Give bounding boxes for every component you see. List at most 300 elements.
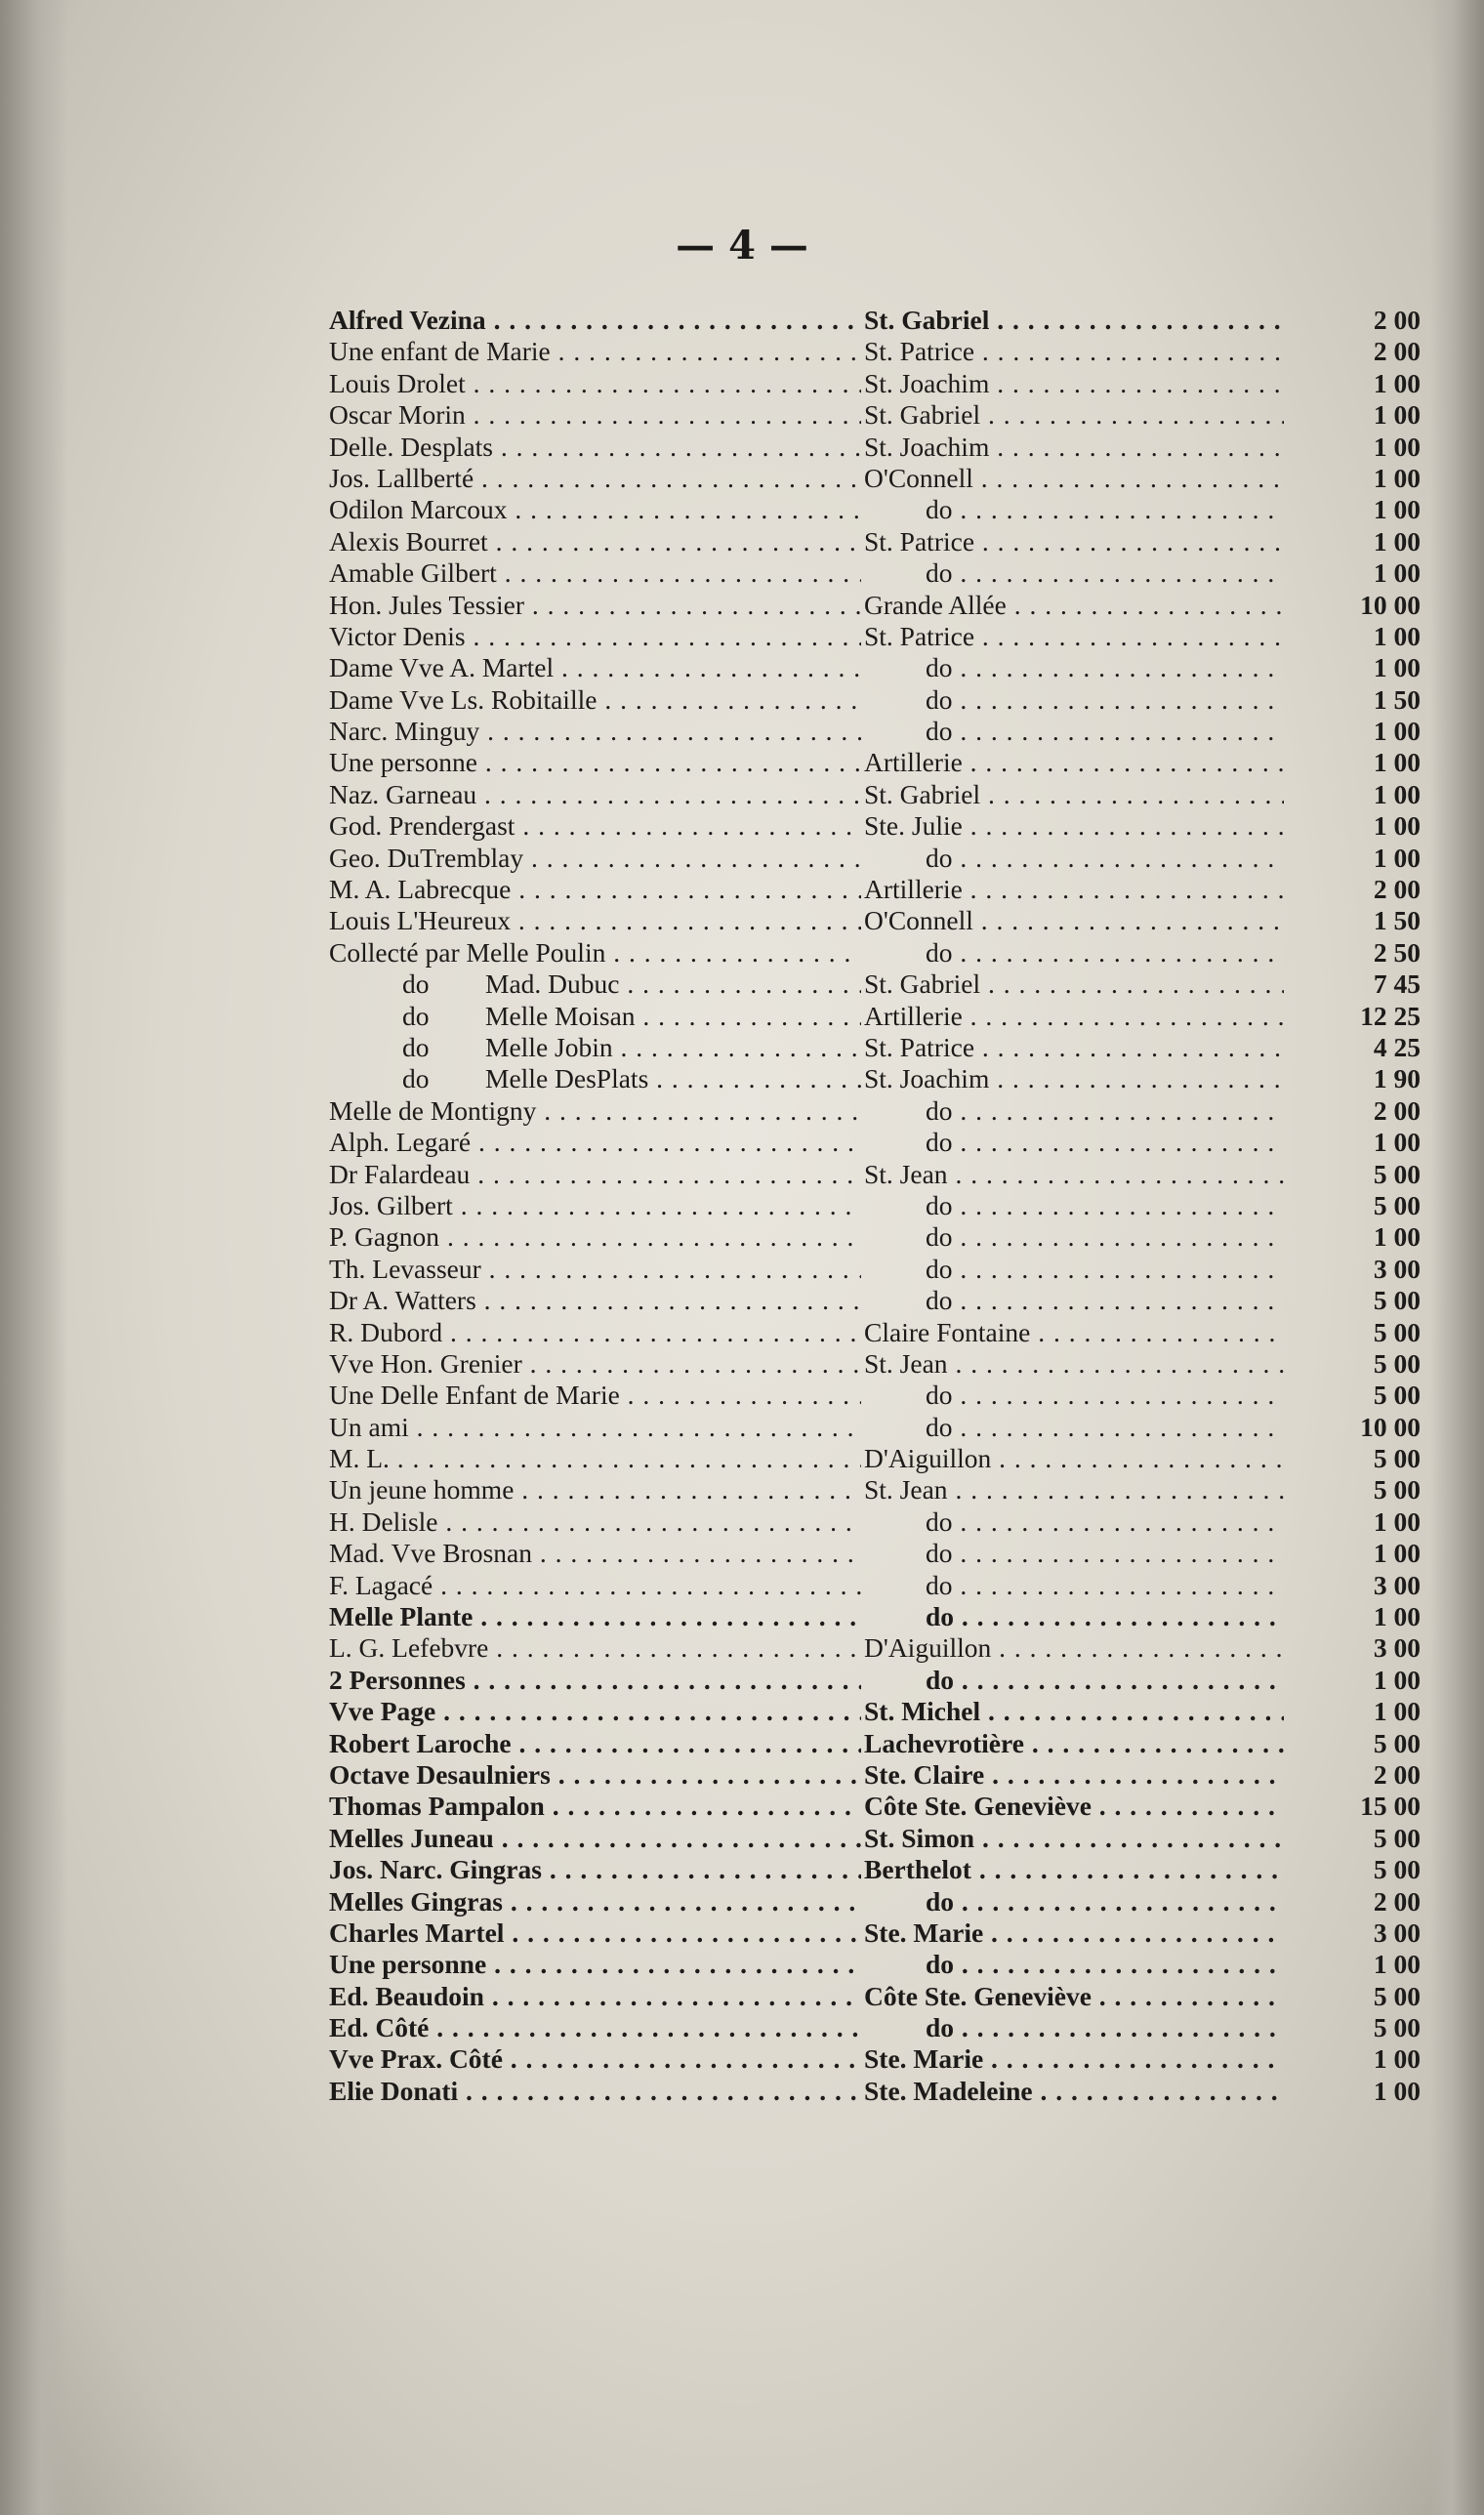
list-item: [329, 1159, 1427, 1190]
list-item: [329, 1443, 1427, 1474]
donor-name-text: Alfred Vezina: [329, 305, 486, 335]
parish-name: [864, 684, 1284, 716]
parish-name-text: St. Jean: [864, 1347, 948, 1379]
donor-name: [329, 684, 861, 716]
donor-name: [329, 1474, 861, 1505]
donation-amount: 10 00: [1360, 1411, 1421, 1442]
donation-amount: 2 00: [1373, 1885, 1421, 1917]
donation-amount: 1 00: [1373, 1221, 1421, 1253]
donor-name-text: Melle DesPlats: [485, 1063, 649, 1094]
donor-name-text: Louis L'Heureux: [329, 905, 511, 936]
parish-name: [864, 1317, 1284, 1348]
donor-name-text: Th. Levasseur: [329, 1253, 481, 1284]
donation-amount: 5 00: [1373, 1854, 1421, 1885]
donor-name: [329, 810, 861, 842]
list-item: [329, 621, 1427, 652]
parish-name: [864, 368, 1284, 399]
donation-amount: 1 00: [1373, 462, 1421, 493]
donation-amount: 3 00: [1373, 1917, 1421, 1948]
parish-name-text: St. Patrice: [864, 620, 975, 651]
list-item: [329, 1254, 1427, 1285]
donor-name-text: Alph. Legaré: [329, 1127, 472, 1158]
list-item: [329, 1348, 1427, 1380]
donation-amount: 1 00: [1373, 1601, 1421, 1632]
donation-amount: 5 00: [1373, 1158, 1421, 1189]
donor-name: [402, 1001, 861, 1032]
donor-name: [329, 1981, 861, 2012]
donation-amount: 1 00: [1373, 716, 1421, 747]
donor-name-text: Vve Page: [329, 1696, 436, 1727]
parish-name: [864, 2076, 1284, 2107]
donor-name-text: Odilon Marcoux: [329, 494, 508, 525]
list-item: [329, 1032, 1427, 1063]
donor-name-text: Mad. Vve Brosnan: [329, 1538, 533, 1569]
donor-name: [329, 368, 861, 399]
donor-name: [329, 716, 861, 747]
parish-name-text: do: [926, 936, 953, 968]
subscription-list: [329, 305, 1427, 2107]
parish-name: [864, 1791, 1284, 1822]
page-edge-right: [1430, 0, 1484, 2515]
parish-name-text: Artillerie: [864, 874, 963, 905]
parish-name-text: O'Connell: [864, 462, 973, 493]
donor-name: [329, 937, 861, 969]
donor-name-text: Hon. Jules Tessier: [329, 589, 524, 620]
donor-name-text: Melle Jobin: [485, 1031, 613, 1062]
donor-name-text: Vve Prax. Côté: [329, 2043, 503, 2075]
parish-name-text: do: [926, 1380, 953, 1411]
donor-name: [329, 432, 861, 463]
parish-name: [864, 1095, 1284, 1127]
ditto-prefix: do: [402, 1000, 430, 1031]
donor-name-text: P. Gagnon: [329, 1221, 440, 1253]
donation-amount: 1 00: [1373, 620, 1421, 651]
donation-amount: 4 25: [1373, 1031, 1421, 1062]
page-edge-left: [0, 0, 68, 2515]
donor-name-text: L. G. Lefebvre: [329, 1632, 489, 1664]
parish-name: [864, 432, 1284, 463]
parish-name: [864, 843, 1284, 874]
parish-name: [864, 1412, 1284, 1443]
parish-name-text: do: [926, 1505, 953, 1537]
list-item: [329, 747, 1427, 778]
list-item: [329, 843, 1427, 874]
donor-name: [329, 1791, 861, 1822]
donor-name-text: Une enfant de Marie: [329, 336, 551, 367]
donor-name: [329, 1854, 861, 1885]
donor-name: [329, 399, 861, 431]
donor-name-text: Melles Juneau: [329, 1822, 494, 1853]
donation-amount: 1 00: [1373, 1696, 1421, 1727]
donation-amount: 1 00: [1373, 367, 1421, 398]
parish-name: [864, 652, 1284, 683]
donor-name-text: Jos. Gilbert: [329, 1189, 453, 1220]
parish-name-text: do: [926, 652, 953, 683]
list-item: [329, 1506, 1427, 1538]
donor-name-text: Oscar Morin: [329, 399, 466, 431]
parish-name-text: do: [926, 716, 953, 747]
donor-name: [329, 874, 861, 905]
donor-name-text: Melle Plante: [329, 1601, 474, 1632]
parish-name-text: do: [926, 1601, 955, 1632]
donation-amount: 1 00: [1373, 1127, 1421, 1158]
donor-name-text: Jos. Narc. Gingras: [329, 1854, 542, 1885]
donation-amount: 3 00: [1373, 1253, 1421, 1284]
donor-name: [402, 1063, 861, 1094]
parish-name-text: St. Jean: [864, 1158, 948, 1189]
parish-name-text: Ste. Madeleine: [864, 2075, 1033, 2106]
parish-name: [864, 905, 1284, 936]
donation-amount: 5 00: [1373, 1316, 1421, 1347]
parish-name-text: do: [926, 1538, 953, 1569]
donation-amount: 3 00: [1373, 1569, 1421, 1600]
list-item: [329, 305, 1427, 336]
donor-name: [329, 526, 861, 557]
ditto-prefix: do: [402, 969, 430, 1000]
list-item: [329, 716, 1427, 747]
parish-name: [864, 779, 1284, 810]
donor-name-text: Une Delle Enfant de Marie: [329, 1380, 620, 1411]
donor-name-text: God. Prendergast: [329, 810, 515, 842]
list-item: [329, 399, 1427, 431]
donor-name-text: Louis Drolet: [329, 367, 466, 398]
parish-name-text: St. Joachim: [864, 367, 990, 398]
list-item: [329, 1823, 1427, 1854]
donation-amount: 5 00: [1373, 1822, 1421, 1853]
parish-name-text: Côte Ste. Geneviève: [864, 1980, 1092, 2011]
parish-name-text: St. Gabriel: [864, 399, 981, 431]
donor-name-text: Delle. Desplats: [329, 431, 494, 462]
list-item: [329, 905, 1427, 936]
parish-name-text: do: [926, 494, 953, 525]
donor-name: [329, 1696, 861, 1727]
donor-name-text: M. L.: [329, 1443, 390, 1474]
donation-amount: 1 00: [1373, 1664, 1421, 1695]
list-item: [329, 1127, 1427, 1158]
donor-name: [329, 621, 861, 652]
parish-name: [864, 1159, 1284, 1190]
parish-name: [864, 590, 1284, 621]
parish-name-text: St. Joachim: [864, 431, 990, 462]
donation-amount: 1 00: [1373, 431, 1421, 462]
parish-name: [864, 1759, 1284, 1791]
donor-name: [329, 1570, 861, 1601]
list-item: [329, 937, 1427, 969]
page-number: — 4 —: [676, 223, 808, 268]
donation-amount: 1 00: [1373, 2043, 1421, 2075]
list-item: [329, 2076, 1427, 2107]
parish-name: [864, 1001, 1284, 1032]
donation-amount: 1 00: [1373, 399, 1421, 431]
list-item: [329, 810, 1427, 842]
parish-name-text: D'Aiguillon: [864, 1443, 992, 1474]
donor-name-text: Ed. Beaudoin: [329, 1980, 484, 2011]
donor-name: [329, 1412, 861, 1443]
donation-amount: 1 00: [1373, 2075, 1421, 2106]
donor-name: [329, 2076, 861, 2107]
donor-name-text: Victor Denis: [329, 620, 466, 651]
parish-name: [864, 1506, 1284, 1538]
donor-name: [329, 652, 861, 683]
donation-amount: 1 50: [1373, 683, 1421, 715]
parish-name-text: Grande Allée: [864, 589, 1007, 620]
list-item: [329, 1001, 1427, 1032]
donor-name: [402, 1032, 861, 1063]
donor-name-text: Melle de Montigny: [329, 1094, 537, 1126]
parish-name-text: St. Jean: [864, 1474, 948, 1505]
list-item: [329, 1949, 1427, 1980]
donor-name: [329, 1317, 861, 1348]
list-item: [329, 1538, 1427, 1569]
list-item: [329, 557, 1427, 589]
donor-name: [329, 1506, 861, 1538]
donation-amount: 2 00: [1373, 305, 1421, 335]
parish-name: [864, 494, 1284, 525]
donor-name: [329, 905, 861, 936]
list-item: [329, 336, 1427, 367]
donation-amount: 1 00: [1373, 557, 1421, 589]
donor-name-text: Vve Hon. Grenier: [329, 1347, 522, 1379]
parish-name-text: do: [926, 1285, 953, 1316]
parish-name-text: Ste. Marie: [864, 2043, 984, 2075]
donor-name-text: Une personne: [329, 1949, 487, 1980]
parish-name: [864, 1538, 1284, 1569]
donor-name: [329, 336, 861, 367]
parish-name: [864, 1063, 1284, 1094]
parish-name: [864, 621, 1284, 652]
parish-name-text: St. Gabriel: [864, 305, 990, 335]
list-item: [329, 526, 1427, 557]
donor-name-text: Une personne: [329, 747, 477, 778]
parish-name: [864, 1190, 1284, 1221]
parish-name: [864, 1632, 1284, 1664]
donation-amount: 1 00: [1373, 842, 1421, 873]
parish-name: [864, 2012, 1284, 2043]
donation-amount: 1 90: [1373, 1063, 1421, 1094]
parish-name: [864, 1886, 1284, 1917]
donation-amount: 2 00: [1373, 874, 1421, 905]
list-item: [329, 1917, 1427, 1949]
donation-amount: 2 50: [1373, 936, 1421, 968]
parish-name: [864, 1696, 1284, 1727]
list-item: [329, 494, 1427, 525]
donation-amount: 1 00: [1373, 1538, 1421, 1569]
donor-name: [329, 463, 861, 494]
donor-name-text: R. Dubord: [329, 1316, 443, 1347]
donor-name: [329, 2043, 861, 2075]
list-item: [329, 1285, 1427, 1316]
donor-name-text: Dr A. Watters: [329, 1285, 476, 1316]
list-item: [329, 874, 1427, 905]
donation-amount: 1 50: [1373, 905, 1421, 936]
donor-name: [329, 494, 861, 525]
parish-name: [864, 1823, 1284, 1854]
donor-name-text: Un ami: [329, 1411, 409, 1442]
parish-name-text: St. Patrice: [864, 336, 975, 367]
parish-name: [864, 557, 1284, 589]
parish-name: [864, 399, 1284, 431]
donor-name: [329, 305, 861, 336]
parish-name-text: do: [926, 1569, 953, 1600]
donor-name-text: Narc. Minguy: [329, 716, 480, 747]
donor-name: [329, 1665, 861, 1696]
donation-amount: 5 00: [1373, 1347, 1421, 1379]
donation-amount: 2 00: [1373, 1094, 1421, 1126]
parish-name-text: St. Patrice: [864, 1031, 975, 1062]
donation-amount: 5 00: [1373, 1189, 1421, 1220]
donor-name-text: Naz. Garneau: [329, 778, 477, 809]
parish-name-text: do: [926, 1094, 953, 1126]
parish-name-text: do: [926, 683, 953, 715]
list-item: [329, 590, 1427, 621]
donor-name-text: Melles Gingras: [329, 1885, 503, 1917]
donation-amount: 1 00: [1373, 810, 1421, 842]
donor-name-text: Charles Martel: [329, 1917, 505, 1948]
donation-amount: 2 00: [1373, 336, 1421, 367]
parish-name: [864, 1601, 1284, 1632]
donor-name-text: F. Lagacé: [329, 1569, 433, 1600]
parish-name: [864, 1285, 1284, 1316]
parish-name-text: do: [926, 1189, 953, 1220]
list-item: [329, 779, 1427, 810]
donor-name: [402, 969, 861, 1000]
parish-name-text: St. Gabriel: [864, 969, 981, 1000]
parish-name: [864, 874, 1284, 905]
donor-name: [329, 1095, 861, 1127]
list-item: [329, 1632, 1427, 1664]
parish-name: [864, 1474, 1284, 1505]
donation-amount: 12 25: [1360, 1000, 1421, 1031]
parish-name: [864, 1665, 1284, 1696]
list-item: [329, 1221, 1427, 1253]
list-item: [329, 1696, 1427, 1727]
parish-name-text: Claire Fontaine: [864, 1316, 1031, 1347]
list-item: [329, 1095, 1427, 1127]
ditto-prefix: do: [402, 1031, 430, 1062]
parish-name-text: do: [926, 1411, 953, 1442]
list-item: [329, 1474, 1427, 1505]
donation-amount: 1 00: [1373, 652, 1421, 683]
parish-name-text: do: [926, 1949, 955, 1980]
list-item: [329, 652, 1427, 683]
list-item: [329, 1791, 1427, 1822]
parish-name: [864, 1254, 1284, 1285]
parish-name: [864, 2043, 1284, 2075]
donor-name-text: Collecté par Melle Poulin: [329, 936, 606, 968]
list-item: [329, 1412, 1427, 1443]
parish-name-text: do: [926, 1127, 953, 1158]
donor-name: [329, 843, 861, 874]
parish-name: [864, 1570, 1284, 1601]
list-item: [329, 1759, 1427, 1791]
donation-amount: 1 00: [1373, 778, 1421, 809]
list-item: [329, 1570, 1427, 1601]
parish-name-text: St. Gabriel: [864, 778, 981, 809]
donor-name-text: Melle Moisan: [485, 1000, 636, 1031]
donation-amount: 5 00: [1373, 1980, 1421, 2011]
donor-name: [329, 590, 861, 621]
parish-name: [864, 1221, 1284, 1253]
donor-name-text: H. Delisle: [329, 1505, 438, 1537]
parish-name: [864, 1348, 1284, 1380]
donation-amount: 2 00: [1373, 1758, 1421, 1790]
parish-name: [864, 1854, 1284, 1885]
donor-name-text: M. A. Labrecque: [329, 874, 512, 905]
parish-name: [864, 463, 1284, 494]
parish-name: [864, 1380, 1284, 1411]
parish-name-text: Ste. Marie: [864, 1917, 984, 1948]
parish-name: [864, 1127, 1284, 1158]
donation-amount: 5 00: [1373, 2012, 1421, 2043]
donor-name: [329, 779, 861, 810]
donor-name: [329, 1917, 861, 1949]
donor-name-text: Thomas Pampalon: [329, 1791, 545, 1822]
parish-name: [864, 747, 1284, 778]
parish-name-text: Lachevrotière: [864, 1727, 1024, 1758]
parish-name: [864, 810, 1284, 842]
donation-amount: 7 45: [1373, 969, 1421, 1000]
list-item: [329, 1317, 1427, 1348]
donation-amount: 5 00: [1373, 1285, 1421, 1316]
parish-name-text: do: [926, 1253, 953, 1284]
parish-name: [864, 1032, 1284, 1063]
donation-amount: 1 00: [1373, 525, 1421, 557]
donor-name-text: 2 Personnes: [329, 1664, 466, 1695]
parish-name-text: Ste. Julie: [864, 810, 963, 842]
donor-name: [329, 1949, 861, 1980]
list-item: [329, 1854, 1427, 1885]
parish-name: [864, 1443, 1284, 1474]
parish-name: [864, 969, 1284, 1000]
list-item: [329, 2043, 1427, 2075]
parish-name: [864, 1917, 1284, 1949]
list-item: [329, 1380, 1427, 1411]
donor-name: [329, 1285, 861, 1316]
donor-name-text: Amable Gilbert: [329, 557, 497, 589]
ditto-prefix: do: [402, 1063, 430, 1094]
donation-amount: 1 00: [1373, 1949, 1421, 1980]
donor-name-text: Dr Falardeau: [329, 1158, 471, 1189]
donation-amount: 1 00: [1373, 494, 1421, 525]
parish-name-text: do: [926, 557, 953, 589]
donor-name: [329, 1380, 861, 1411]
list-item: [329, 1601, 1427, 1632]
list-item: [329, 1665, 1427, 1696]
donor-name-text: Octave Desaulniers: [329, 1758, 551, 1790]
parish-name-text: Berthelot: [864, 1854, 971, 1885]
donor-name: [329, 1601, 861, 1632]
donor-name-text: Geo. DuTremblay: [329, 842, 524, 873]
donation-amount: 3 00: [1373, 1632, 1421, 1664]
donor-name-text: Un jeune homme: [329, 1474, 515, 1505]
parish-name-text: Artillerie: [864, 747, 963, 778]
donor-name: [329, 1348, 861, 1380]
parish-name: [864, 937, 1284, 969]
donor-name-text: Dame Vve A. Martel: [329, 652, 555, 683]
list-item: [329, 1728, 1427, 1759]
donation-amount: 10 00: [1360, 589, 1421, 620]
donation-amount: 5 00: [1373, 1380, 1421, 1411]
donor-name-text: Robert Laroche: [329, 1727, 512, 1758]
donation-amount: 5 00: [1373, 1474, 1421, 1505]
list-item: [329, 1063, 1427, 1094]
list-item: [329, 684, 1427, 716]
parish-name: [864, 526, 1284, 557]
parish-name-text: do: [926, 842, 953, 873]
parish-name: [864, 336, 1284, 367]
donation-amount: 1 00: [1373, 1505, 1421, 1537]
parish-name-text: St. Patrice: [864, 525, 975, 557]
